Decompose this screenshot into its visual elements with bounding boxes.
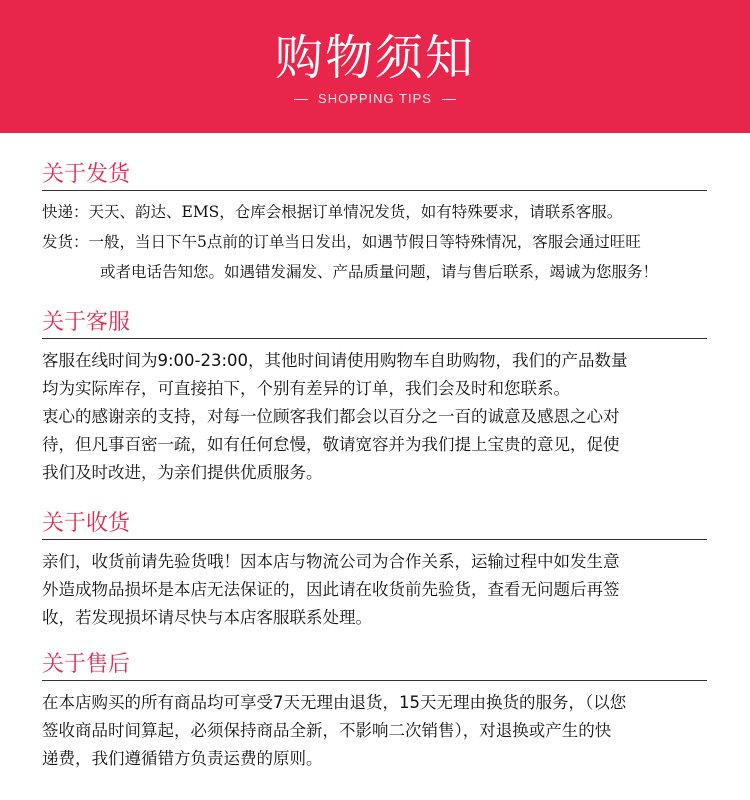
section-line: 衷心的感谢亲的支持，对每一位顾客我们都会以百分之一百的诚意及感恩之心对 <box>42 407 620 426</box>
subtitle-dash-right <box>442 99 456 100</box>
section-shipping <box>42 160 707 287</box>
header-banner <box>0 0 750 133</box>
section-line: 发货：一般，当日下午5点前的订单当日发出，如遇节假日等特殊情况，客服会通过旺旺 <box>42 233 641 251</box>
section-title: 关于发货 <box>42 160 707 191</box>
section-line: 签收商品时间算起，必须保持商品全新，不影响二次销售），对退换或产生的快 <box>42 721 612 740</box>
section-customer-service <box>42 308 707 487</box>
section-line: 外造成物品损坏是本店无法保证的，因此请在收货前先验货，查看无问题后再签 <box>42 580 620 599</box>
page-subtitle <box>0 90 750 108</box>
page-title: 购物须知 <box>274 30 475 86</box>
section-line: 或者电话告知您。如遇错发漏发、产品质量问题，请与售后联系，竭诚为您服务！ <box>100 263 659 281</box>
section-line: 在本店购买的所有商品均可享受7天无理由退货，15天无理由换货的服务，（以您 <box>42 693 627 712</box>
section-line: 快递：天天、韵达、EMS，仓库会根据订单情况发货，如有特殊要求，请联系客服。 <box>42 203 623 221</box>
section-line: 递费，我们遵循错方负责运费的原则。 <box>42 749 323 768</box>
section-line: 均为实际库存，可直接拍下，个别有差异的订单，我们会及时和您联系。 <box>42 379 570 398</box>
section-line: 亲们，收货前请先验货哦！因本店与物流公司为合作关系，运输过程中如发生意 <box>42 552 620 571</box>
section-title: 关于客服 <box>42 308 707 339</box>
section-after-sales <box>42 650 707 773</box>
section-title: 关于收货 <box>42 509 707 540</box>
section-line: 客服在线时间为9:00-23:00，其他时间请使用购物车自助购物，我们的产品数量 <box>42 351 628 370</box>
section-line: 收，若发现损坏请尽快与本店客服联系处理。 <box>42 608 372 627</box>
subtitle-dash-left <box>294 99 308 100</box>
section-receiving <box>42 509 707 632</box>
section-line: 待，但凡事百密一疏，如有任何怠慢，敬请宽容并为我们提上宝贵的意见，促使 <box>42 435 620 454</box>
subtitle-text: SHOPPING TIPS <box>318 91 432 106</box>
section-title: 关于售后 <box>42 650 707 681</box>
section-line: 我们及时改进，为亲们提供优质服务。 <box>42 463 323 482</box>
